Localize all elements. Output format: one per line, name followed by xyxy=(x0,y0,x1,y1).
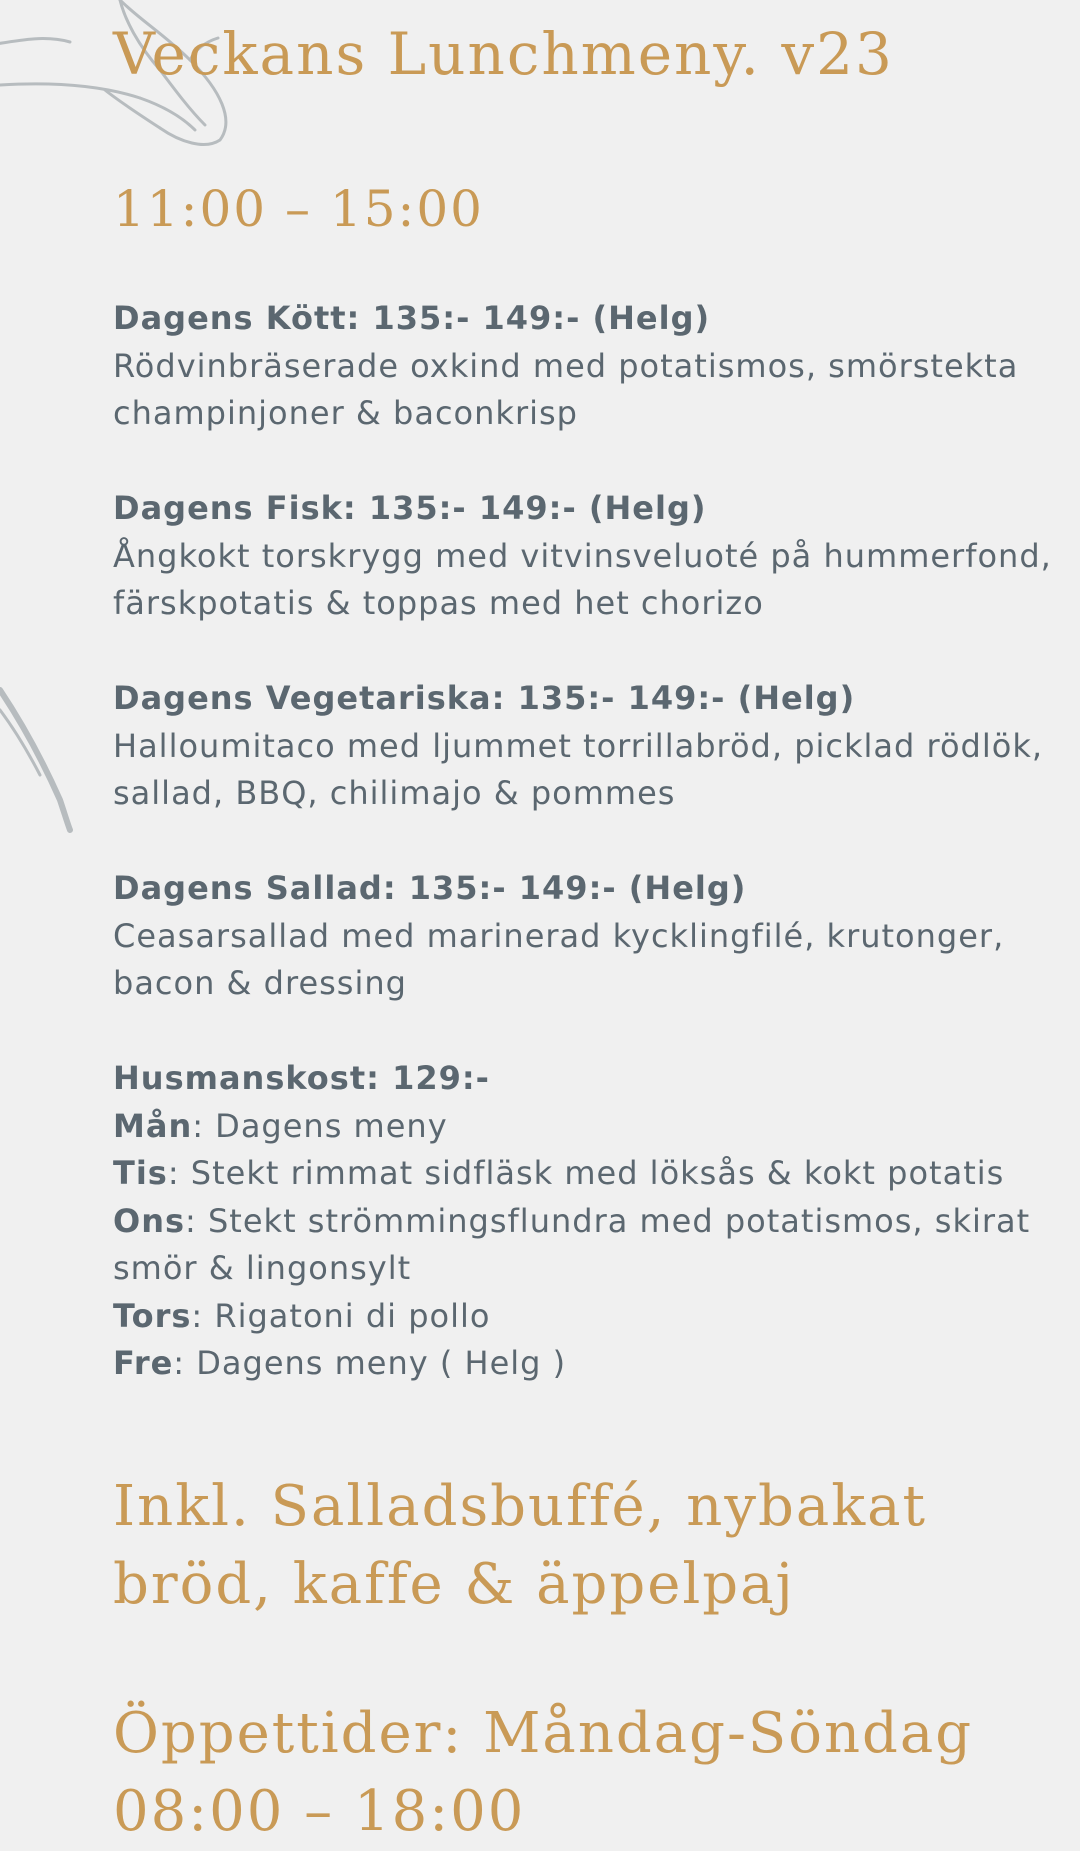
leaf-sketch-icon xyxy=(0,660,90,840)
weekday-dish: : Dagens meny ( Helg ) xyxy=(173,1344,567,1382)
husmanskost-heading: Husmanskost: 129:- xyxy=(113,1059,490,1097)
weekday-row xyxy=(113,1293,1073,1341)
page-title: Veckans Lunchmeny. v23 xyxy=(113,20,894,88)
weekday-row xyxy=(113,1150,1073,1198)
opening-days: Öppettider: Måndag-Söndag xyxy=(113,1701,974,1766)
weekday-label: Fre xyxy=(113,1344,174,1382)
dish-vegetarian xyxy=(113,675,1073,818)
weekday-dish: : Rigatoni di pollo xyxy=(191,1296,491,1335)
dish-heading: Dagens Fisk: 135:- 149:- (Helg) xyxy=(113,489,707,527)
weekday-dish: : Stekt strömmingsflundra med potatismos, skirat smör & lingonsylt xyxy=(113,1201,1031,1287)
weekday-label: Tis xyxy=(113,1154,168,1192)
weekday-row xyxy=(113,1198,1073,1293)
weekday-dish: : Dagens meny xyxy=(192,1106,448,1145)
weekday-label: Ons xyxy=(113,1201,186,1240)
weekday-label: Tors xyxy=(113,1296,192,1335)
dish-description: Ceasarsallad med marinerad kycklingfilé, krutonger, bacon & dressing xyxy=(113,916,1005,1002)
menu-list xyxy=(113,295,1073,1388)
husmanskost-section xyxy=(113,1055,1073,1388)
dish-description: Rödvinbräserade oxkind med potatismos, smörstekta champinjoner & baconkrisp xyxy=(113,346,1019,432)
lunch-hours: 11:00 – 15:00 xyxy=(113,180,484,238)
weekday-label: Mån xyxy=(113,1106,193,1145)
dish-heading: Dagens Vegetariska: 135:- 149:- (Helg) xyxy=(113,679,856,717)
dish-salad xyxy=(113,865,1073,1008)
dish-heading: Dagens Sallad: 135:- 149:- (Helg) xyxy=(113,869,747,907)
weekday-row xyxy=(113,1340,1073,1388)
dish-heading: Dagens Kött: 135:- 149:- (Helg) xyxy=(113,299,711,337)
weekday-dish: : Stekt rimmat sidfläsk med löksås & kokt potatis xyxy=(167,1154,1005,1192)
dish-description: Ångkokt torskrygg med vitvinsveluoté på hummerfond, färskpotatis & toppas med het chorizo xyxy=(113,536,1052,622)
opening-hours xyxy=(113,1695,1073,1851)
weekday-row xyxy=(113,1103,1073,1151)
dish-description: Halloumitaco med ljummet torrillabröd, picklad rödlök, sallad, BBQ, chilimajo & pommes xyxy=(113,726,1044,812)
dish-fish xyxy=(113,485,1073,628)
dish-meat xyxy=(113,295,1073,438)
opening-time: 08:00 – 18:00 xyxy=(113,1779,526,1844)
included-extras: Inkl. Salladsbuffé, nybakat bröd, kaffe & äppelpaj xyxy=(113,1474,928,1617)
